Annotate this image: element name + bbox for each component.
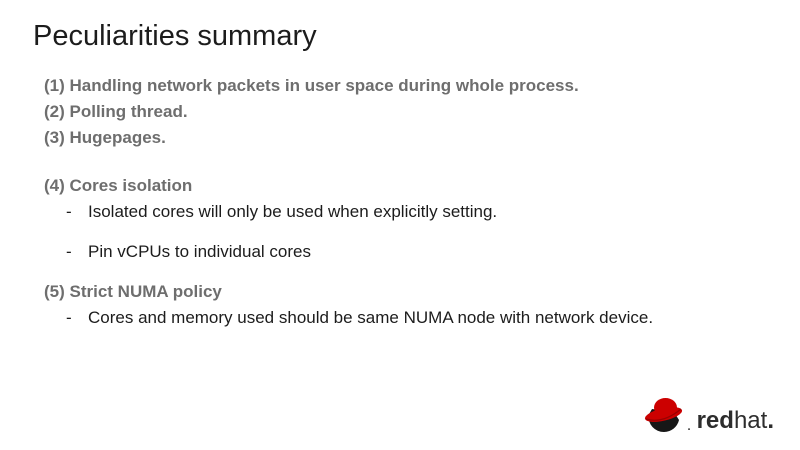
- sub-bullet-item: [44, 199, 780, 225]
- redhat-wordmark: [697, 409, 774, 433]
- item-text: Isolated cores will only be used when explicitly setting.: [88, 202, 498, 221]
- slide-body: [44, 73, 780, 331]
- item-text: (4) Cores isolation: [44, 176, 193, 195]
- wordmark-period: .: [767, 407, 774, 434]
- redhat-logo: [644, 395, 774, 435]
- list-item-2: [44, 99, 780, 125]
- dash-marker: -: [66, 308, 72, 327]
- slide-title: Peculiarities summary: [33, 20, 317, 52]
- list-item-5: [44, 279, 780, 305]
- item-text: Cores and memory used should be same NUMA node with network device.: [88, 308, 654, 327]
- item-text: (2) Polling thread.: [44, 102, 188, 121]
- list-item-4: [44, 173, 780, 199]
- dash-marker: -: [66, 202, 72, 221]
- item-text: (5) Strict NUMA policy: [44, 282, 222, 301]
- wordmark-hat: hat: [733, 407, 768, 434]
- logo-icon-mark: .: [687, 421, 691, 433]
- list-item-3: [44, 125, 780, 151]
- item-text: (1) Handling network packets in user space during whole process.: [44, 76, 579, 95]
- wordmark-red: red: [696, 407, 734, 434]
- dash-marker: -: [66, 242, 72, 261]
- sub-bullet-item: [44, 305, 780, 331]
- item-text: Pin vCPUs to individual cores: [88, 242, 311, 261]
- item-text: (3) Hugepages.: [44, 128, 166, 147]
- sub-bullet-item: [44, 239, 780, 265]
- list-item-1: [44, 73, 780, 99]
- redhat-hat-icon: [644, 395, 684, 435]
